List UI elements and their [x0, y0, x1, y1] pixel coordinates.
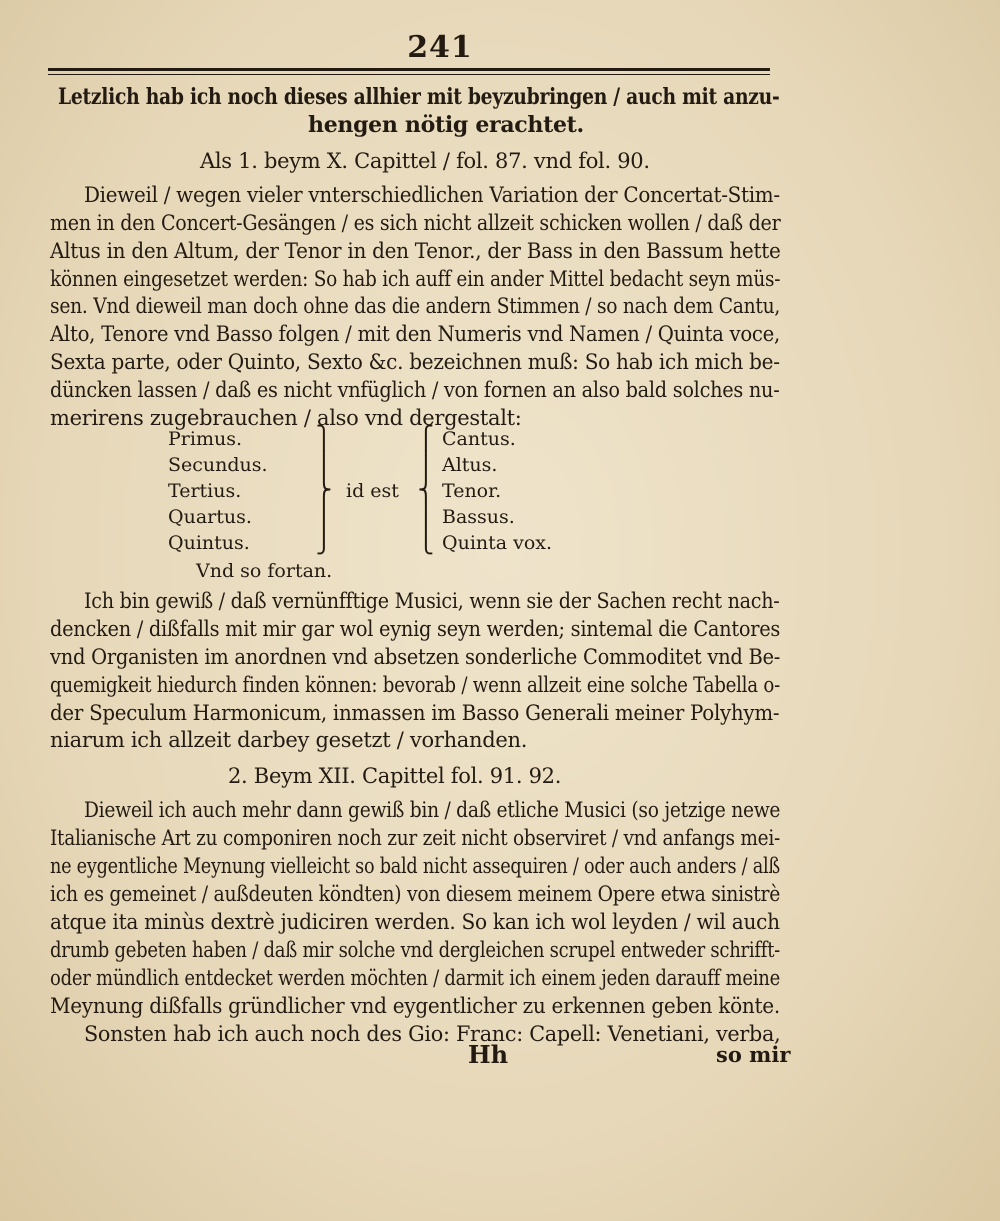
brace-right-bottom: ⎭ — [315, 530, 333, 555]
para2-line-1: Ich bin gewiß / daß vernünfftige Musici, wenn sie der Sachen recht nach- — [84, 589, 780, 613]
brace-left-top: ⎧ — [417, 426, 435, 451]
table-right-3: Tenor. — [442, 480, 502, 502]
brace-right-top: ⎫ — [315, 426, 333, 451]
para2-line-4: quemigkeit hiedurch finden können: bevorab / wenn allzeit eine solche Tabella o- — [50, 673, 780, 697]
para1-line-3: Altus in den Altum, der Tenor in den Tenor., der Bass in den Bassum hette — [50, 239, 781, 263]
table-left-5: Quintus. — [168, 532, 250, 554]
para2-line-2: dencken / dißfalls mit mir gar wol eynig seyn werden; sintemal die Cantores — [50, 617, 781, 641]
para1-line-7: Sexta parte, oder Quinto, Sexto &c. bezeichnen muß: So hab ich mich be- — [50, 350, 780, 374]
para1-line-8: düncken lassen / daß es nicht vnfüglich / von fornen an also bald solches nu- — [50, 378, 780, 402]
para2-line-3: vnd Organisten im anordnen vnd absetzen sonderliche Commoditet vnd Be- — [50, 645, 781, 669]
header-rule-thin — [48, 74, 770, 75]
brace-left-mid-upper: ⎪ — [417, 452, 435, 477]
section-reference-2: 2. Beym XII. Capittel fol. 91. 92. — [228, 764, 562, 788]
table-right-5: Quinta vox. — [442, 532, 553, 554]
brace-left-bottom: ⎩ — [417, 530, 435, 555]
para2-line-6: niarum ich allzeit darbey gesetzt / vorhanden. — [50, 728, 528, 752]
para1-line-5: sen. Vnd dieweil man doch ohne das die andern Stimmen / so nach dem Cantu, — [50, 294, 781, 318]
para3-line-2: Italianische Art zu componiren noch zur zeit nicht observiret / vnd anfangs mei- — [50, 826, 780, 850]
brace-right-mid-lower: ⎪ — [315, 504, 333, 529]
brace-right-center: ⎬ — [315, 478, 333, 503]
table-left-1: Primus. — [168, 428, 242, 450]
signature-mark: Hh — [468, 1040, 509, 1069]
heading-line-2: hengen nötig erachtet. — [308, 112, 584, 138]
table-left-3: Tertius. — [168, 480, 242, 502]
table-middle: id est — [346, 480, 399, 502]
para1-line-4: können eingesetzet werden: So hab ich auff ein ander Mittel bedacht seyn müs- — [50, 267, 781, 291]
header-rule — [48, 68, 770, 71]
table-right-2: Altus. — [442, 454, 498, 476]
para1-line-6: Alto, Tenore vnd Basso folgen / mit den Numeris vnd Namen / Quinta voce, — [50, 322, 780, 346]
para3-line-8: Meynung dißfalls gründlicher vnd eygentlicher zu erkennen geben könte. — [50, 994, 780, 1018]
section-reference-1: Als 1. beym X. Capittel / fol. 87. vnd fol. 90. — [200, 149, 650, 173]
catchword: so mir — [716, 1042, 791, 1067]
table-right-1: Cantus. — [442, 428, 516, 450]
brace-left-center: ⎨ — [417, 478, 435, 503]
heading-line-1: Letzlich hab ich noch dieses allhier mit beyzubringen / auch mit anzu- — [58, 84, 780, 110]
para3-line-4: ich es gemeinet / außdeuten köndten) von diesem meinem Opere etwa sinistrè — [50, 882, 781, 906]
para3-line-7: oder mündlich entdecket werden möchten / darmit ich einem jeden darauff meine — [50, 966, 780, 990]
page-number: 241 — [407, 30, 473, 65]
brace-right-mid-upper: ⎪ — [315, 452, 333, 477]
table-right-4: Bassus. — [442, 506, 515, 528]
para1-line-9: merirens zugebrauchen / also vnd dergestalt: — [50, 406, 522, 430]
para3-line-5: atque ita minùs dextrè judiciren werden. So kan ich wol leyden / wil auch — [50, 910, 780, 934]
para3-line-1: Dieweil ich auch mehr dann gewiß bin / daß etliche Musici (so jetzige newe — [84, 798, 781, 822]
para3-line-3: ne eygentliche Meynung vielleicht so bald nicht assequiren / oder auch anders / alß — [50, 854, 780, 878]
para1-line-2: men in den Concert-Gesängen / es sich nicht allzeit schicken wollen / daß der — [50, 211, 781, 235]
table-left-2: Secundus. — [168, 454, 268, 476]
brace-left-mid-lower: ⎪ — [417, 504, 435, 529]
table-left-4: Quartus. — [168, 506, 252, 528]
table-footer: Vnd so fortan. — [196, 560, 333, 582]
para1-line-1: Dieweil / wegen vieler vnterschiedlichen Variation der Concertat-Stim- — [84, 183, 780, 207]
para3-line-9: Sonsten hab ich auch noch des Gio: Franc: Capell: Venetiani, verba, — [84, 1022, 781, 1046]
para2-line-5: der Speculum Harmonicum, inmassen im Basso Generali meiner Polyhym- — [50, 701, 780, 725]
para3-line-6: drumb gebeten haben / daß mir solche vnd dergleichen scrupel entweder schrifft- — [50, 938, 781, 962]
